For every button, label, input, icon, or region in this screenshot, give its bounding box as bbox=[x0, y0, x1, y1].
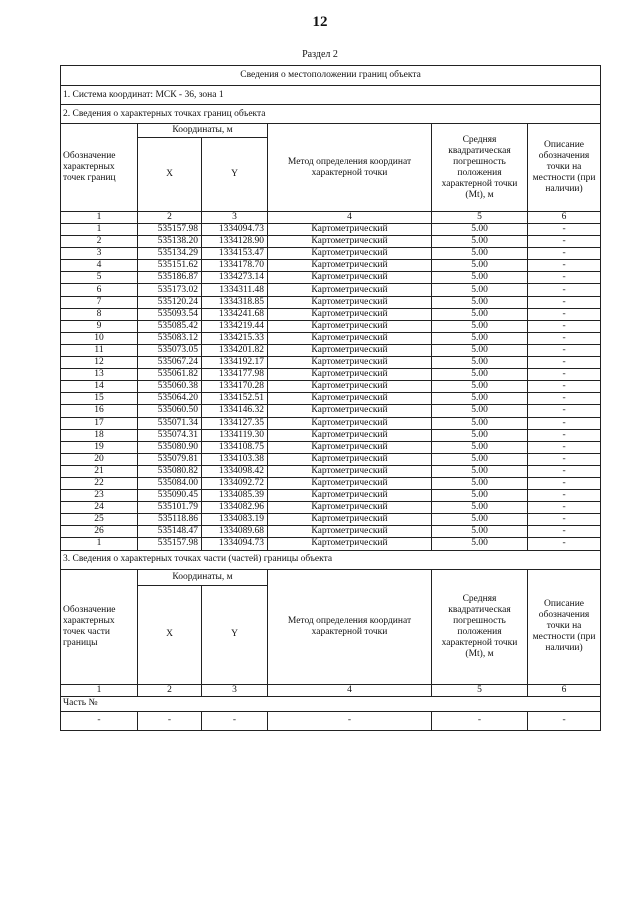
coord-x: 535060.38 bbox=[138, 381, 202, 393]
part-header-coordinates: Координаты, м bbox=[138, 569, 268, 585]
method: Картометрический bbox=[268, 429, 432, 441]
coordinate-system: 1. Система координат: МСК - 36, зона 1 bbox=[61, 86, 601, 105]
method: Картометрический bbox=[268, 526, 432, 538]
coord-y: 1334192.17 bbox=[202, 357, 268, 369]
coord-y: 1334318.85 bbox=[202, 296, 268, 308]
method: Картометрический bbox=[268, 393, 432, 405]
accuracy: 5.00 bbox=[432, 429, 528, 441]
column-number: 6 bbox=[528, 212, 601, 224]
description: - bbox=[528, 344, 601, 356]
description: - bbox=[528, 308, 601, 320]
table-row bbox=[61, 477, 601, 489]
part-header-point-designation: Обозначение характерных точек части границы bbox=[61, 569, 138, 684]
accuracy: 5.00 bbox=[432, 296, 528, 308]
table-row bbox=[61, 272, 601, 284]
coord-x: 535067.24 bbox=[138, 357, 202, 369]
accuracy: 5.00 bbox=[432, 284, 528, 296]
column-number: 3 bbox=[202, 212, 268, 224]
accuracy: 5.00 bbox=[432, 465, 528, 477]
coord-x: 535085.42 bbox=[138, 320, 202, 332]
table-row bbox=[61, 332, 601, 344]
method: Картометрический bbox=[268, 465, 432, 477]
coord-x: 535061.82 bbox=[138, 369, 202, 381]
coord-y: 1334241.68 bbox=[202, 308, 268, 320]
point-number: 22 bbox=[61, 477, 138, 489]
method: Картометрический bbox=[268, 332, 432, 344]
coord-y: 1334085.39 bbox=[202, 490, 268, 502]
accuracy: 5.00 bbox=[432, 248, 528, 260]
coord-x: 535083.12 bbox=[138, 332, 202, 344]
method: Картометрический bbox=[268, 320, 432, 332]
coord-x: 535073.05 bbox=[138, 344, 202, 356]
method: Картометрический bbox=[268, 284, 432, 296]
point-number: 26 bbox=[61, 526, 138, 538]
coord-x: 535093.54 bbox=[138, 308, 202, 320]
table-row bbox=[61, 405, 601, 417]
point-number: 6 bbox=[61, 284, 138, 296]
column-number: 1 bbox=[61, 212, 138, 224]
point-number: 1 bbox=[61, 538, 138, 550]
accuracy: 5.00 bbox=[432, 502, 528, 514]
description: - bbox=[528, 490, 601, 502]
part-header-method: Метод определения координат характерной точки bbox=[268, 569, 432, 684]
coord-y: 1334170.28 bbox=[202, 381, 268, 393]
accuracy: 5.00 bbox=[432, 381, 528, 393]
table-row bbox=[61, 296, 601, 308]
coord-y: 1334177.98 bbox=[202, 369, 268, 381]
point-number: 12 bbox=[61, 357, 138, 369]
description: - bbox=[528, 248, 601, 260]
coord-x: 535118.86 bbox=[138, 514, 202, 526]
point-number: 17 bbox=[61, 417, 138, 429]
table-row bbox=[61, 320, 601, 332]
boundary-table bbox=[60, 65, 601, 731]
description: - bbox=[528, 477, 601, 489]
description: - bbox=[528, 272, 601, 284]
coord-y: 1334094.73 bbox=[202, 224, 268, 236]
coord-y: 1334089.68 bbox=[202, 526, 268, 538]
point-number: 20 bbox=[61, 453, 138, 465]
section-label: Раздел 2 bbox=[302, 49, 338, 60]
coord-x: 535157.98 bbox=[138, 224, 202, 236]
coord-x: 535071.34 bbox=[138, 417, 202, 429]
description: - bbox=[528, 405, 601, 417]
coord-x: 535173.02 bbox=[138, 284, 202, 296]
coord-y: 1334201.82 bbox=[202, 344, 268, 356]
description: - bbox=[528, 429, 601, 441]
coord-x: 535157.98 bbox=[138, 538, 202, 550]
point-number: 2 bbox=[61, 236, 138, 248]
accuracy: 5.00 bbox=[432, 441, 528, 453]
description: - bbox=[528, 236, 601, 248]
accuracy: 5.00 bbox=[432, 344, 528, 356]
empty-cell: - bbox=[432, 711, 528, 730]
coord-x: 535074.31 bbox=[138, 429, 202, 441]
coord-y: 1334127.35 bbox=[202, 417, 268, 429]
accuracy: 5.00 bbox=[432, 369, 528, 381]
header-method: Метод определения координат характерной точки bbox=[268, 124, 432, 212]
method: Картометрический bbox=[268, 224, 432, 236]
coord-y: 1334152.51 bbox=[202, 393, 268, 405]
empty-cell: - bbox=[202, 711, 268, 730]
column-number: 4 bbox=[268, 212, 432, 224]
accuracy: 5.00 bbox=[432, 320, 528, 332]
description: - bbox=[528, 284, 601, 296]
coord-y: 1334098.42 bbox=[202, 465, 268, 477]
point-number: 14 bbox=[61, 381, 138, 393]
point-number: 24 bbox=[61, 502, 138, 514]
method: Картометрический bbox=[268, 272, 432, 284]
accuracy: 5.00 bbox=[432, 272, 528, 284]
description: - bbox=[528, 357, 601, 369]
description: - bbox=[528, 224, 601, 236]
column-numbers-row bbox=[61, 212, 601, 224]
coord-y: 1334311.48 bbox=[202, 284, 268, 296]
section-3-title: 3. Сведения о характерных точках части (частей) границы объекта bbox=[61, 550, 601, 569]
table-row bbox=[61, 224, 601, 236]
method: Картометрический bbox=[268, 405, 432, 417]
part-header-accuracy: Средняя квадратическая погрешность положения характерной точки (Mt), м bbox=[432, 569, 528, 684]
point-number: 10 bbox=[61, 332, 138, 344]
header-x: X bbox=[138, 138, 202, 212]
method: Картометрический bbox=[268, 417, 432, 429]
table-row bbox=[61, 381, 601, 393]
column-number: 6 bbox=[528, 684, 601, 696]
table-row bbox=[61, 260, 601, 272]
accuracy: 5.00 bbox=[432, 332, 528, 344]
coord-x: 535101.79 bbox=[138, 502, 202, 514]
description: - bbox=[528, 514, 601, 526]
accuracy: 5.00 bbox=[432, 405, 528, 417]
table-row bbox=[61, 248, 601, 260]
coord-y: 1334083.19 bbox=[202, 514, 268, 526]
description: - bbox=[528, 369, 601, 381]
method: Картометрический bbox=[268, 344, 432, 356]
column-number: 2 bbox=[138, 212, 202, 224]
part-header-y: Y bbox=[202, 585, 268, 684]
method: Картометрический bbox=[268, 490, 432, 502]
table-title: Сведения о местоположении границ объекта bbox=[61, 66, 601, 86]
method: Картометрический bbox=[268, 236, 432, 248]
description: - bbox=[528, 441, 601, 453]
header-description: Описание обозначения точки на местности (при наличии) bbox=[528, 124, 601, 212]
part-column-numbers-row bbox=[61, 684, 601, 696]
method: Картометрический bbox=[268, 453, 432, 465]
point-number: 13 bbox=[61, 369, 138, 381]
accuracy: 5.00 bbox=[432, 526, 528, 538]
table-row bbox=[61, 344, 601, 356]
table-row bbox=[61, 236, 601, 248]
point-number: 3 bbox=[61, 248, 138, 260]
table-row bbox=[61, 453, 601, 465]
accuracy: 5.00 bbox=[432, 453, 528, 465]
accuracy: 5.00 bbox=[432, 477, 528, 489]
coord-x: 535138.20 bbox=[138, 236, 202, 248]
point-number: 19 bbox=[61, 441, 138, 453]
coord-y: 1334273.14 bbox=[202, 272, 268, 284]
table-row bbox=[61, 357, 601, 369]
method: Картометрический bbox=[268, 441, 432, 453]
table-row bbox=[61, 393, 601, 405]
description: - bbox=[528, 260, 601, 272]
coord-x: 535080.82 bbox=[138, 465, 202, 477]
point-number: 18 bbox=[61, 429, 138, 441]
accuracy: 5.00 bbox=[432, 357, 528, 369]
point-number: 15 bbox=[61, 393, 138, 405]
coord-x: 535186.87 bbox=[138, 272, 202, 284]
header-accuracy: Средняя квадратическая погрешность положения характерной точки (Mt), м bbox=[432, 124, 528, 212]
part-header-description: Описание обозначения точки на местности (при наличии) bbox=[528, 569, 601, 684]
table-row bbox=[61, 441, 601, 453]
header-y: Y bbox=[202, 138, 268, 212]
point-number: 23 bbox=[61, 490, 138, 502]
method: Картометрический bbox=[268, 477, 432, 489]
coord-y: 1334219.44 bbox=[202, 320, 268, 332]
table-row bbox=[61, 538, 601, 550]
coord-x: 535148.47 bbox=[138, 526, 202, 538]
point-number: 4 bbox=[61, 260, 138, 272]
point-number: 9 bbox=[61, 320, 138, 332]
coord-y: 1334153.47 bbox=[202, 248, 268, 260]
coord-y: 1334215.33 bbox=[202, 332, 268, 344]
table-row bbox=[61, 526, 601, 538]
coord-y: 1334094.73 bbox=[202, 538, 268, 550]
table-row bbox=[61, 284, 601, 296]
column-number: 4 bbox=[268, 684, 432, 696]
accuracy: 5.00 bbox=[432, 417, 528, 429]
method: Картометрический bbox=[268, 308, 432, 320]
empty-cell: - bbox=[138, 711, 202, 730]
empty-part-row bbox=[61, 711, 601, 730]
coord-x: 535134.29 bbox=[138, 248, 202, 260]
column-number: 5 bbox=[432, 684, 528, 696]
accuracy: 5.00 bbox=[432, 236, 528, 248]
accuracy: 5.00 bbox=[432, 224, 528, 236]
table-row bbox=[61, 369, 601, 381]
section-2-title: 2. Сведения о характерных точках границ объекта bbox=[61, 105, 601, 124]
coord-x: 535060.50 bbox=[138, 405, 202, 417]
table-row bbox=[61, 429, 601, 441]
description: - bbox=[528, 502, 601, 514]
part-label: Часть № bbox=[61, 696, 601, 711]
description: - bbox=[528, 393, 601, 405]
table-row bbox=[61, 490, 601, 502]
description: - bbox=[528, 453, 601, 465]
accuracy: 5.00 bbox=[432, 514, 528, 526]
coord-x: 535064.20 bbox=[138, 393, 202, 405]
coord-x: 535079.81 bbox=[138, 453, 202, 465]
accuracy: 5.00 bbox=[432, 538, 528, 550]
table-row bbox=[61, 308, 601, 320]
method: Картометрический bbox=[268, 260, 432, 272]
column-number: 5 bbox=[432, 212, 528, 224]
point-number: 7 bbox=[61, 296, 138, 308]
coord-y: 1334108.75 bbox=[202, 441, 268, 453]
header-point-designation: Обозначение характерных точек границ bbox=[61, 124, 138, 212]
description: - bbox=[528, 538, 601, 550]
point-number: 8 bbox=[61, 308, 138, 320]
description: - bbox=[528, 381, 601, 393]
coord-y: 1334103.38 bbox=[202, 453, 268, 465]
point-number: 25 bbox=[61, 514, 138, 526]
description: - bbox=[528, 296, 601, 308]
coord-x: 535090.45 bbox=[138, 490, 202, 502]
accuracy: 5.00 bbox=[432, 490, 528, 502]
method: Картометрический bbox=[268, 538, 432, 550]
column-number: 2 bbox=[138, 684, 202, 696]
accuracy: 5.00 bbox=[432, 308, 528, 320]
empty-cell: - bbox=[528, 711, 601, 730]
method: Картометрический bbox=[268, 381, 432, 393]
table-row bbox=[61, 465, 601, 477]
empty-cell: - bbox=[268, 711, 432, 730]
description: - bbox=[528, 526, 601, 538]
point-number: 11 bbox=[61, 344, 138, 356]
coord-y: 1334178.70 bbox=[202, 260, 268, 272]
coord-y: 1334119.30 bbox=[202, 429, 268, 441]
method: Картометрический bbox=[268, 502, 432, 514]
coord-y: 1334146.32 bbox=[202, 405, 268, 417]
coord-x: 535120.24 bbox=[138, 296, 202, 308]
part-header-x: X bbox=[138, 585, 202, 684]
method: Картометрический bbox=[268, 369, 432, 381]
page-number: 12 bbox=[312, 14, 328, 30]
coord-y: 1334128.90 bbox=[202, 236, 268, 248]
point-number: 21 bbox=[61, 465, 138, 477]
coord-x: 535080.90 bbox=[138, 441, 202, 453]
method: Картометрический bbox=[268, 248, 432, 260]
empty-cell: - bbox=[61, 711, 138, 730]
point-number: 5 bbox=[61, 272, 138, 284]
coord-y: 1334092.72 bbox=[202, 477, 268, 489]
method: Картометрический bbox=[268, 357, 432, 369]
point-number: 16 bbox=[61, 405, 138, 417]
accuracy: 5.00 bbox=[432, 393, 528, 405]
description: - bbox=[528, 465, 601, 477]
description: - bbox=[528, 332, 601, 344]
coord-y: 1334082.96 bbox=[202, 502, 268, 514]
column-number: 3 bbox=[202, 684, 268, 696]
column-number: 1 bbox=[61, 684, 138, 696]
accuracy: 5.00 bbox=[432, 260, 528, 272]
description: - bbox=[528, 320, 601, 332]
table-row bbox=[61, 514, 601, 526]
header-coordinates: Координаты, м bbox=[138, 124, 268, 138]
method: Картометрический bbox=[268, 514, 432, 526]
table-row bbox=[61, 417, 601, 429]
description: - bbox=[528, 417, 601, 429]
coord-x: 535084.00 bbox=[138, 477, 202, 489]
point-number: 1 bbox=[61, 224, 138, 236]
method: Картометрический bbox=[268, 296, 432, 308]
coord-x: 535151.62 bbox=[138, 260, 202, 272]
table-row bbox=[61, 502, 601, 514]
